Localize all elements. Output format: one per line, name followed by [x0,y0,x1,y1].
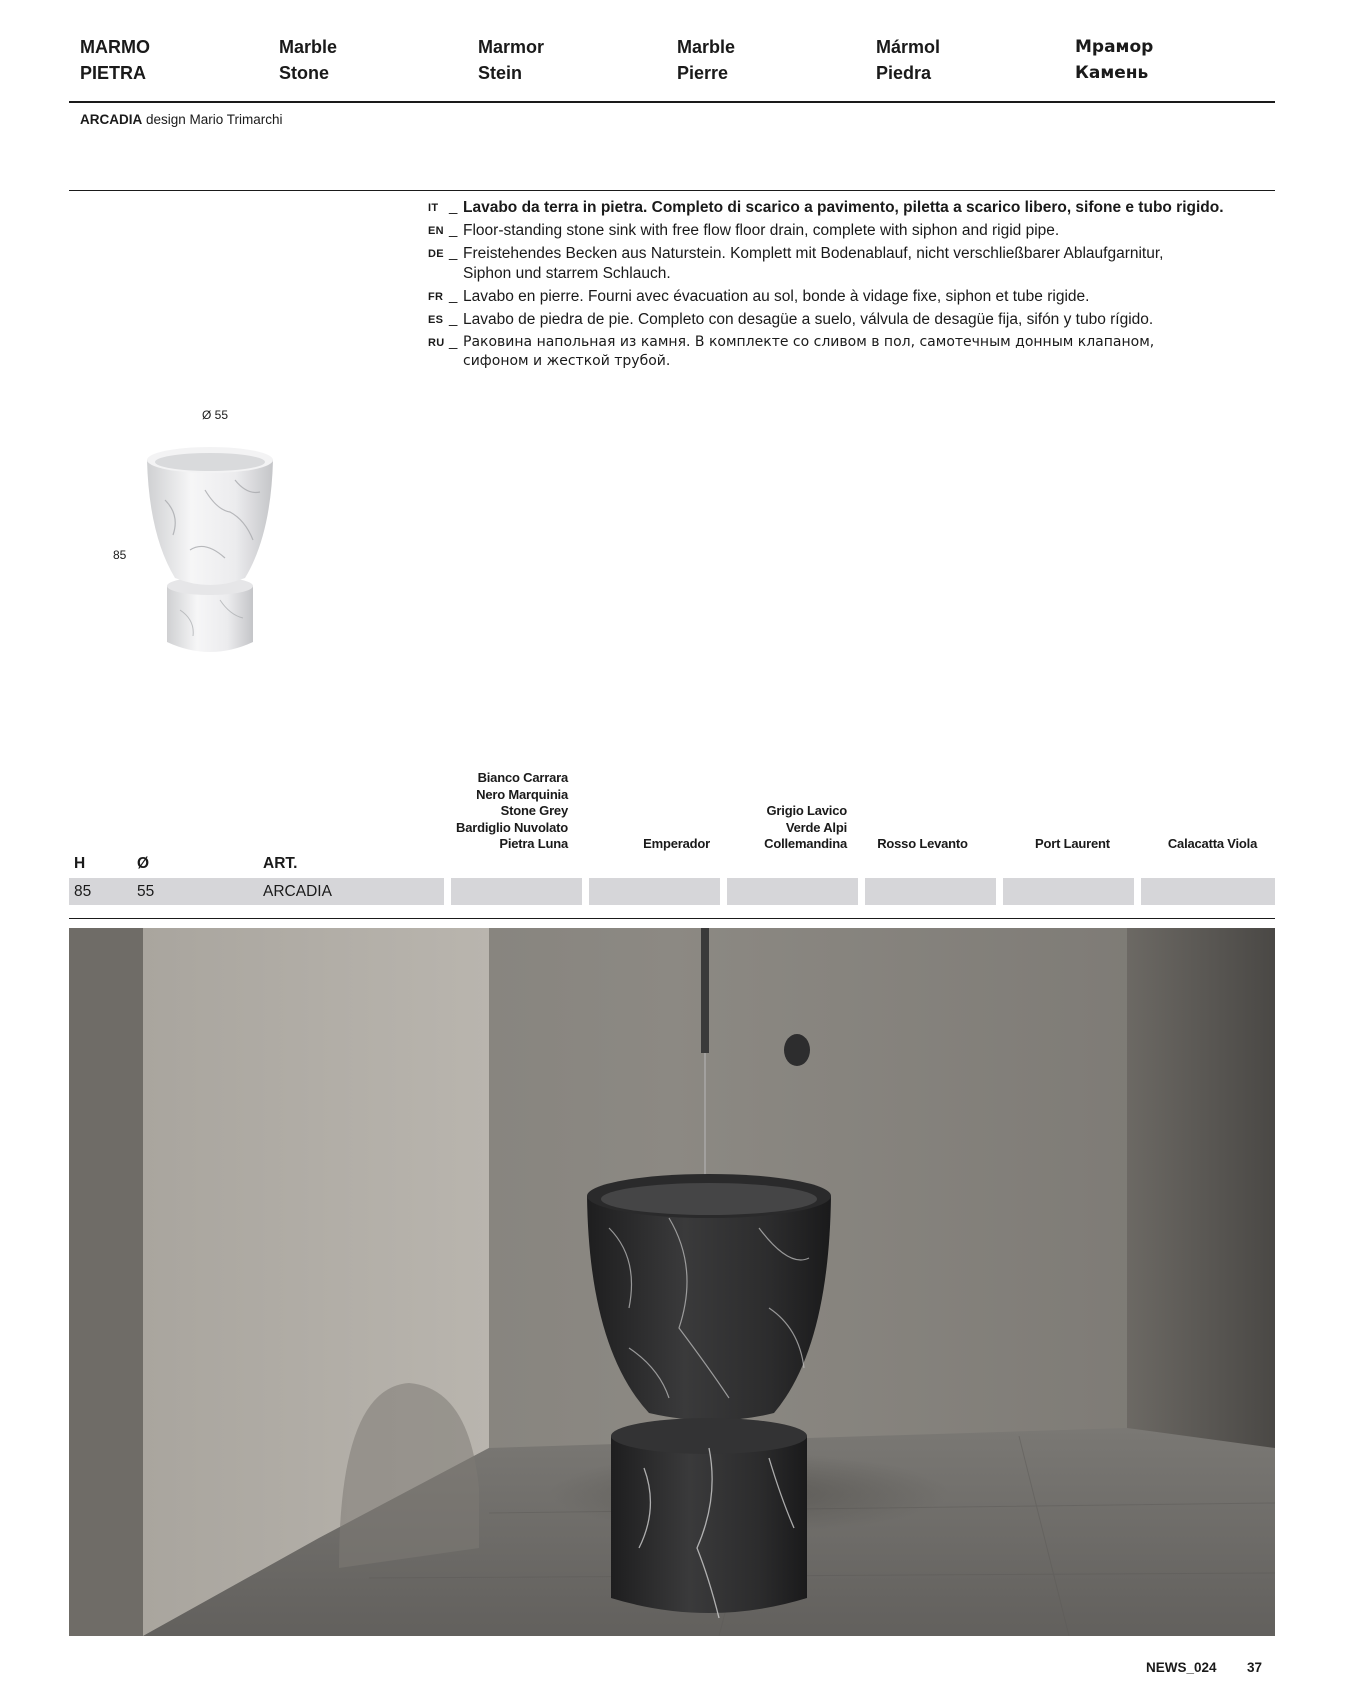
header-label: Stein [478,63,523,83]
finish-name: Collemandina [764,836,847,851]
height-label: 85 [113,548,127,562]
description-es [428,310,1268,330]
header-label: Pierre [677,63,729,83]
finish-cell-3 [727,878,858,905]
section-divider [69,190,1275,191]
row-value-art: ARCADIA [263,883,332,900]
white-marble-sink-illustration [135,440,285,665]
description-fr [428,287,1268,307]
product-photo [69,928,1275,1636]
description-ru [428,333,1268,371]
col-header-art: ART. [263,855,298,872]
finish-group-5 [1010,836,1135,853]
page-number: 37 [1247,1660,1263,1675]
finish-cell-6 [1141,878,1275,905]
dash: _ [449,333,458,350]
header-col-it [80,34,150,86]
description-it [428,198,1268,218]
finish-name: Calacatta Viola [1167,836,1258,851]
table-bottom-divider [69,918,1275,919]
header-label: Piedra [876,63,932,83]
header-label: Marble [677,37,736,57]
header-label: PIETRA [80,63,147,83]
finish-group-4 [860,836,985,853]
finish-name: Rosso Levanto [877,836,968,851]
product-name: ARCADIA [80,112,143,127]
language-code: FR [428,291,444,303]
finish-name: Nero Marquinia [476,786,568,802]
header-label: Мрамор [1075,37,1154,57]
header-label: Mármol [876,37,941,57]
header-col-ru [1075,34,1153,86]
language-code: EN [428,225,444,237]
description-de [428,244,1268,284]
finish-cell-5 [1003,878,1134,905]
header-label: Stone [279,63,330,83]
language-code: DE [428,248,444,260]
dash: _ [449,198,458,215]
col-header-h: H [74,855,86,872]
finish-name: Stone Grey [500,803,568,818]
finish-group-2 [600,836,710,853]
finish-cell-2 [589,878,720,905]
description-text: Floor-standing stone sink with free flow floor drain, complete with siphon and rigid pipe. [463,222,1060,239]
header-col-de [478,34,544,86]
finish-cell-1 [451,878,582,905]
finish-name: Verde Alpi [785,819,847,835]
language-code: ES [428,314,444,326]
finish-group-1 [430,770,568,853]
header-label: Marble [279,37,338,57]
dash: _ [449,221,458,238]
finish-name: Emperador [643,836,710,851]
finish-group-3 [720,803,847,853]
description-text: Раковина напольная из камня. В комплекте со сливом в пол, самотечным донным клапаном, сифоном и жесткой трубой. [463,334,1155,369]
diameter-label: Ø 55 [202,408,229,422]
product-designer-line [80,112,283,127]
header-col-en [279,34,337,86]
language-header [80,34,1275,104]
finish-name: Port Laurent [1035,836,1110,851]
finish-name: Pietra Luna [499,836,568,851]
description-text: Freistehendes Becken aus Naturstein. Komplett mit Bodenablauf, nicht verschließbarer Ablaufgarnitur, Siphon und starrem Schlauch. [463,245,1164,282]
description-en [428,221,1268,241]
issue-label: NEWS_024 [1146,1660,1217,1675]
designer-credit: design Mario Trimarchi [146,112,283,127]
header-label: Marmor [478,37,545,57]
header-col-fr [677,34,735,86]
table-row-main-cell [69,878,444,905]
header-divider [69,101,1275,103]
finish-name: Grigio Lavico [766,803,847,818]
header-label: MARMO [80,37,150,57]
language-code: RU [428,337,445,349]
finish-name: Bardiglio Nuvolato [456,819,568,835]
description-text: Lavabo da terra in pietra. Completo di scarico a pavimento, piletta a scarico libero, sifone e tubo rigido. [463,199,1224,216]
row-value-diameter: 55 [137,883,155,900]
finish-name: Bianco Carrara [477,770,568,785]
dash: _ [449,244,458,261]
language-code: IT [428,202,439,214]
dash: _ [449,287,458,304]
finish-group-6 [1150,836,1275,853]
col-header-diameter: Ø [137,855,150,872]
row-value-h: 85 [74,883,92,900]
header-label: Камень [1075,63,1149,83]
dash: _ [449,310,458,327]
description-text: Lavabo en pierre. Fourni avec évacuation au sol, bonde à vidage fixe, siphon et tube rigide. [463,288,1090,305]
description-text: Lavabo de piedra de pie. Completo con desagüe a suelo, válvula de desagüe fija, sifón y tubo rígido. [463,311,1154,328]
description-list [428,198,1268,374]
header-col-es [876,34,940,86]
finish-cell-4 [865,878,996,905]
